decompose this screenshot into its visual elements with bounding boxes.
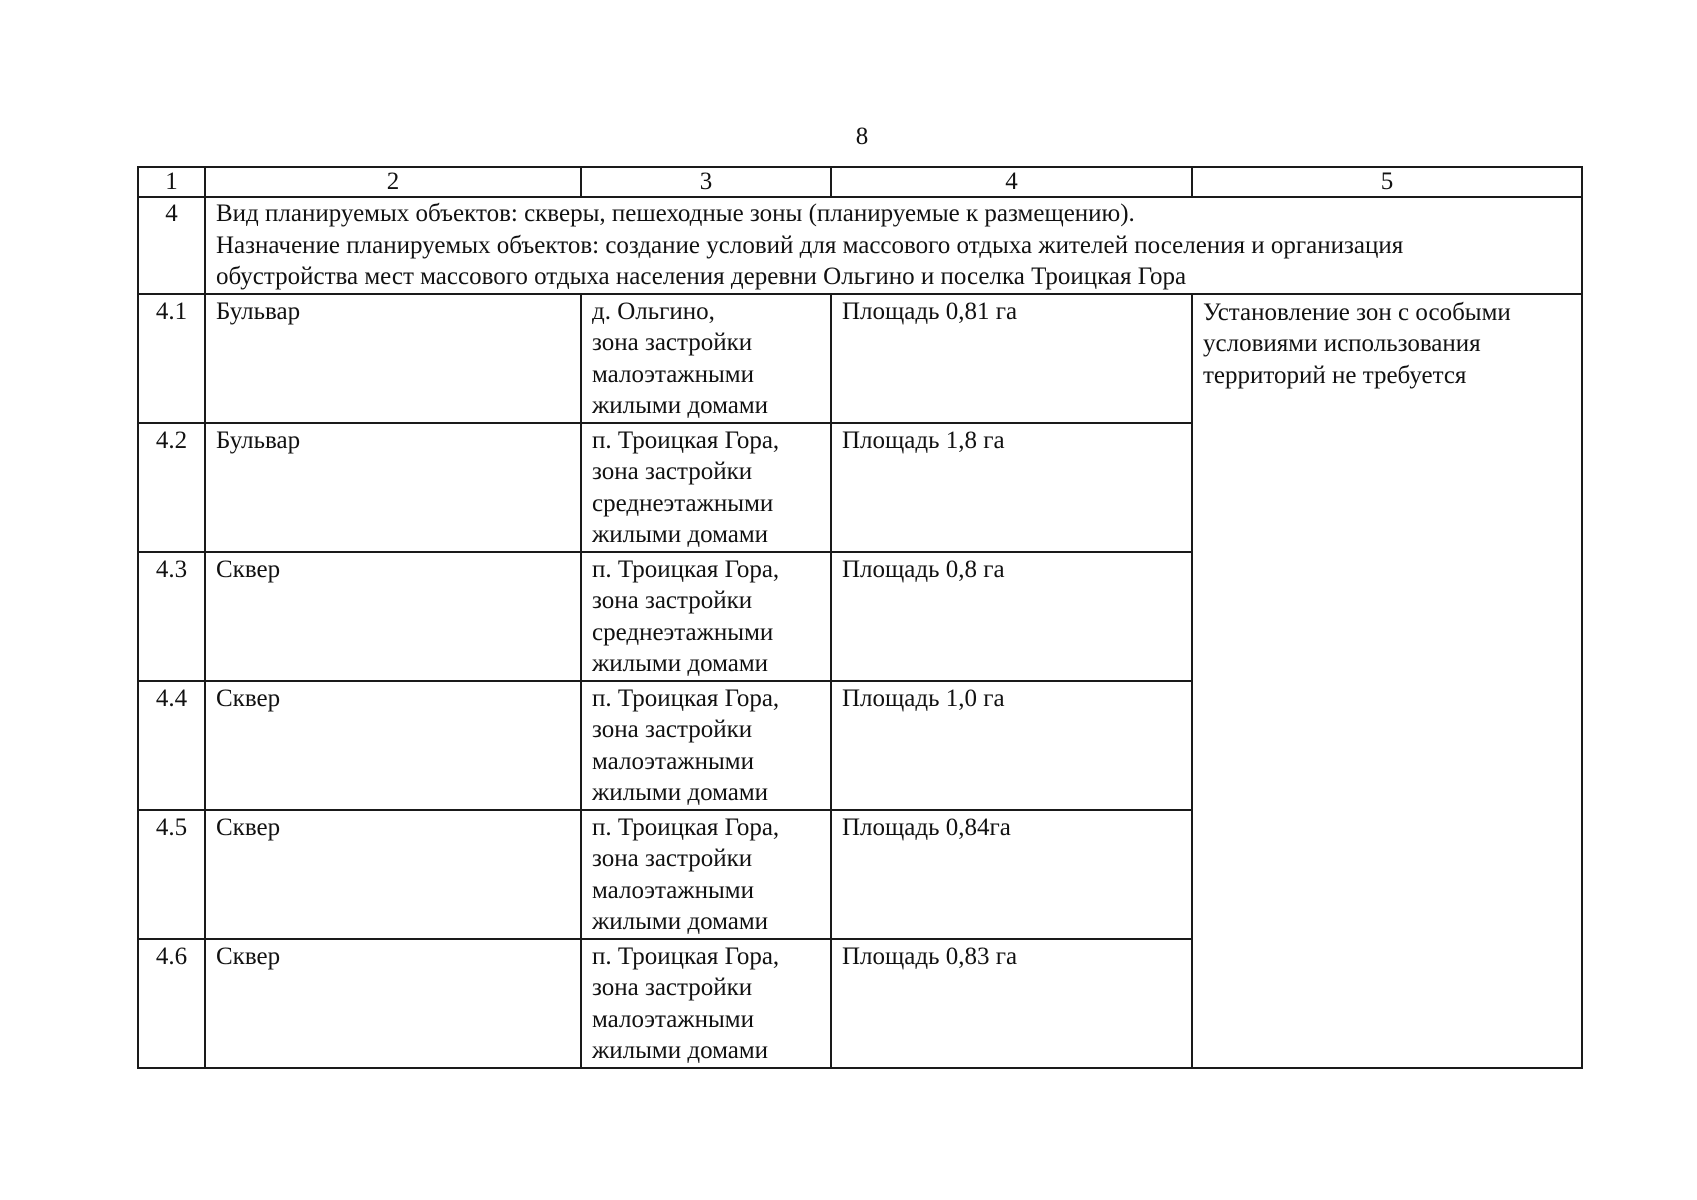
column-header: 5 bbox=[1192, 167, 1582, 197]
location-line: п. Троицкая Гора, bbox=[592, 426, 780, 454]
column-header: 1 bbox=[138, 167, 205, 197]
section-line: Вид планируемых объектов: скверы, пешеходные зоны (планируемые к размещению). bbox=[216, 200, 1135, 227]
column-header: 4 bbox=[831, 167, 1192, 197]
location-line: зона застройки bbox=[592, 587, 753, 614]
column-header: 3 bbox=[581, 167, 831, 197]
object-location bbox=[581, 294, 831, 423]
location-line: малоэтажными bbox=[592, 876, 754, 904]
table-header-row bbox=[138, 167, 1582, 197]
location-line: п. Троицкая Гора, bbox=[592, 684, 780, 712]
object-name: Сквер bbox=[205, 939, 581, 1068]
object-location bbox=[581, 423, 831, 552]
location-line: жилыми домами bbox=[592, 779, 769, 806]
zones-note bbox=[1192, 294, 1582, 1068]
location-line: зона застройки bbox=[592, 716, 753, 743]
location-line: жилыми домами bbox=[592, 392, 769, 419]
location-line: зона застройки bbox=[592, 845, 753, 872]
object-location bbox=[581, 810, 831, 939]
object-name: Сквер bbox=[205, 810, 581, 939]
location-line: малоэтажными bbox=[592, 360, 754, 388]
object-characteristic: Площадь 0,8 га bbox=[831, 552, 1192, 681]
location-line: жилыми домами bbox=[592, 1037, 769, 1064]
object-name: Сквер bbox=[205, 681, 581, 810]
location-line: зона застройки bbox=[592, 329, 753, 356]
location-line: зона застройки bbox=[592, 974, 753, 1001]
object-name: Бульвар bbox=[205, 423, 581, 552]
table-row bbox=[138, 294, 1582, 423]
row-number: 4.4 bbox=[138, 681, 205, 810]
row-number: 4.5 bbox=[138, 810, 205, 939]
section-description bbox=[205, 197, 1582, 294]
location-line: п. Троицкая Гора, bbox=[592, 942, 780, 970]
objects-table bbox=[137, 166, 1583, 1069]
object-location bbox=[581, 939, 831, 1068]
row-number: 4.1 bbox=[138, 294, 205, 423]
section-line: обустройства мест массового отдыха населения деревни Ольгино и поселка Троицкая Гора bbox=[216, 263, 1187, 290]
column-header: 2 bbox=[205, 167, 581, 197]
location-line: малоэтажными bbox=[592, 1005, 754, 1033]
location-line: п. Троицкая Гора, bbox=[592, 555, 780, 583]
object-characteristic: Площадь 0,81 га bbox=[831, 294, 1192, 423]
object-name: Бульвар bbox=[205, 294, 581, 423]
object-location bbox=[581, 681, 831, 810]
location-line: жилыми домами bbox=[592, 521, 769, 548]
row-number: 4.2 bbox=[138, 423, 205, 552]
row-number: 4.6 bbox=[138, 939, 205, 1068]
location-line: зона застройки bbox=[592, 458, 753, 485]
section-row bbox=[138, 197, 1582, 294]
row-number: 4.3 bbox=[138, 552, 205, 681]
object-characteristic: Площадь 0,84га bbox=[831, 810, 1192, 939]
note-line: Установление зон с особыми bbox=[1203, 298, 1511, 326]
location-line: среднеэтажными bbox=[592, 489, 774, 517]
object-name: Сквер bbox=[205, 552, 581, 681]
object-characteristic: Площадь 0,83 га bbox=[831, 939, 1192, 1068]
section-line: Назначение планируемых объектов: создание условий для массового отдыха жителей поселения и организация bbox=[216, 231, 1404, 259]
location-line: д. Ольгино, bbox=[592, 297, 715, 325]
location-line: среднеэтажными bbox=[592, 618, 774, 646]
page-number: 8 bbox=[855, 123, 869, 150]
location-line: малоэтажными bbox=[592, 747, 754, 775]
location-line: жилыми домами bbox=[592, 908, 769, 935]
location-line: п. Троицкая Гора, bbox=[592, 813, 780, 841]
section-number: 4 bbox=[138, 197, 205, 294]
location-line: жилыми домами bbox=[592, 650, 769, 677]
object-characteristic: Площадь 1,8 га bbox=[831, 423, 1192, 552]
object-characteristic: Площадь 1,0 га bbox=[831, 681, 1192, 810]
note-line: территорий не требуется bbox=[1203, 361, 1467, 389]
note-line: условиями использования bbox=[1203, 330, 1481, 357]
object-location bbox=[581, 552, 831, 681]
